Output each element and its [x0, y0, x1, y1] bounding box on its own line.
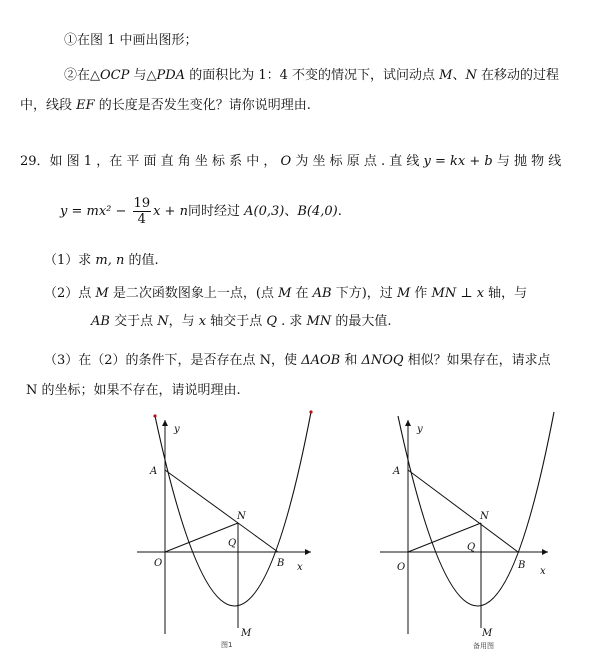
point-n: N — [465, 68, 477, 83]
label-b: B — [277, 558, 285, 569]
segment-ab: AB — [91, 314, 110, 329]
part-2-line-2 — [91, 313, 392, 331]
x-variable: x — [198, 314, 207, 329]
curve-endpoint-left — [153, 414, 156, 417]
text-fragment: 轴交于点 — [206, 314, 267, 329]
text-fragment: 的面积比为 1：4 不变的情况下，试问动点 — [185, 68, 440, 83]
triangle-ocp: OCP — [100, 68, 130, 83]
fraction-denominator: 4 — [137, 212, 146, 227]
label-n: N — [237, 511, 246, 522]
parabola-equation-right: x + n — [153, 204, 188, 219]
sub-question-1 — [64, 32, 198, 50]
line-ab — [165, 470, 278, 552]
segment-mn: MN — [306, 314, 332, 329]
label-a: A — [150, 466, 158, 477]
question-29-line-2 — [60, 196, 342, 228]
variables-m-n: m, n — [95, 253, 125, 268]
text-fragment: . 求 — [277, 314, 307, 329]
segment-ab: AB — [312, 286, 332, 301]
part-3-label: （3）在（2）的条件下，是否存在点 N，使 — [44, 353, 302, 368]
text-fragment: 是二次函数图象上一点，(点 — [108, 286, 279, 301]
text-fragment: 交于点 — [109, 314, 158, 329]
question-29-line-1 — [20, 153, 561, 171]
sub-question-2-line-2 — [20, 97, 311, 115]
triangle-noq: ΔNOQ — [361, 353, 404, 368]
text-fragment: 和 — [340, 353, 362, 368]
label-m: M — [241, 628, 252, 639]
fraction — [133, 196, 152, 227]
text-fragment: 轴，与 — [484, 286, 528, 301]
sub-question-1-text: 在图 1 中画出图形； — [77, 33, 198, 48]
segment-mn: MN — [431, 286, 457, 301]
x-variable: x — [476, 286, 485, 301]
text-fragment: 在移动的过程 — [476, 68, 559, 83]
label-y: y — [174, 424, 180, 435]
label-q: Q — [228, 538, 237, 549]
text-fragment: 作 — [410, 286, 432, 301]
label-n: N — [480, 511, 489, 522]
perpendicular-symbol: ⊥ — [456, 286, 477, 301]
sub-question-2-line-1 — [64, 67, 559, 85]
text-fragment: 与△ — [129, 68, 157, 83]
line-ab — [408, 470, 518, 552]
parabola-equation-left: y = mx² − — [60, 204, 127, 219]
part-2-label: （2）点 — [44, 286, 96, 301]
label-a: A — [393, 466, 401, 477]
origin-o: O — [280, 154, 292, 169]
point-q: Q — [266, 314, 278, 329]
text-fragment: 在 — [291, 286, 313, 301]
text-fragment: 同时经过 — [187, 204, 245, 219]
segment-ef: EF — [76, 98, 95, 113]
text-fragment: 的长度是否发生变化？请你说明理由. — [94, 98, 311, 113]
text-fragment: 、 — [284, 204, 298, 219]
parabola-curve — [155, 412, 311, 606]
circled-number: ① — [64, 33, 78, 48]
part-2-line-1 — [44, 285, 527, 303]
fraction-numerator: 19 — [133, 196, 151, 211]
parabola-curve — [398, 412, 554, 606]
text-fragment: 下方)，过 — [331, 286, 397, 301]
label-x: x — [297, 562, 303, 573]
text-fragment: 与 抛 物 线 — [492, 154, 562, 169]
text-fragment: 为 坐 标 原 点 . 直 线 — [291, 154, 424, 169]
part-3-line-1 — [44, 352, 551, 370]
point-m: M — [439, 68, 453, 83]
curve-endpoint-right — [309, 410, 312, 413]
triangle-pda: PDA — [156, 68, 186, 83]
label-q: Q — [467, 542, 476, 553]
label-y: y — [417, 424, 423, 435]
label-m: M — [482, 628, 493, 639]
point-a-coords: A(0,3) — [244, 204, 285, 219]
triangle-aob: ΔAOB — [301, 353, 341, 368]
line-equation: y = kx + b — [423, 154, 493, 169]
text-fragment: 的值. — [124, 253, 159, 268]
point-m: M — [95, 286, 109, 301]
label-b: B — [518, 560, 526, 571]
text-fragment: . — [337, 204, 342, 219]
label-o: O — [397, 562, 406, 573]
text-fragment: N 的坐标；如果不存在，请说明理由. — [26, 383, 241, 398]
figure-1 — [125, 402, 335, 654]
question-number: 29． — [20, 154, 50, 169]
figure-2 — [368, 402, 578, 654]
text-fragment: 的最大值. — [331, 314, 392, 329]
part-1 — [44, 252, 159, 270]
part-1-label: （1）求 — [44, 253, 96, 268]
text-fragment: 如 图 1 ，在 平 面 直 角 坐 标 系 中 ， — [49, 154, 277, 169]
point-n: N — [157, 314, 169, 329]
text-fragment: ，与 — [168, 314, 199, 329]
text-fragment: 中，线段 — [20, 98, 77, 113]
text-fragment: 相似？如果存在，请求点 — [403, 353, 551, 368]
point-m: M — [278, 286, 292, 301]
text-fragment: 在△ — [77, 68, 101, 83]
circled-number: ② — [64, 68, 78, 83]
text-fragment: 、 — [452, 68, 466, 83]
part-3-line-2 — [26, 382, 241, 400]
label-x: x — [540, 566, 546, 577]
point-b-coords: B(4,0) — [297, 204, 338, 219]
figure-1-caption: 图1 — [221, 641, 233, 649]
label-o: O — [154, 558, 163, 569]
point-m: M — [396, 286, 411, 301]
figure-2-caption: 备用图 — [473, 642, 494, 650]
